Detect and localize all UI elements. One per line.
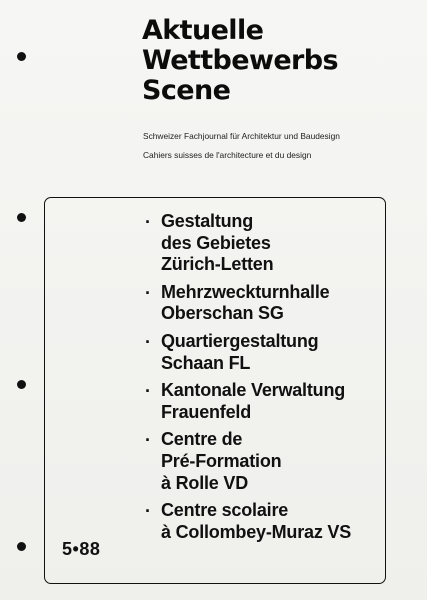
contents-item-line: Centre scolaire [161, 500, 289, 521]
contents-item-line: Centre de [161, 429, 243, 450]
contents-item-line: Gestaltung [161, 211, 254, 231]
contents-item-line: Oberschan SG [161, 303, 284, 324]
bullet-mark: · [145, 381, 151, 402]
binder-hole [17, 380, 26, 389]
issue-number: 5•88 [62, 539, 101, 559]
title-line-1: Aktuelle [142, 15, 264, 46]
bullet-mark: · [145, 331, 151, 352]
contents-item-line: à Collombey-Muraz VS [161, 521, 352, 542]
contents-item [145, 211, 351, 276]
contents-item [145, 282, 351, 325]
binder-hole [17, 52, 26, 61]
contents-item-line: Pré-Formation [161, 450, 282, 471]
binder-hole [17, 542, 26, 551]
contents-item-line: Kantonale Verwaltung [161, 380, 346, 401]
subtitle-german: Schweizer Fachjournal für Architektur und Baudesign [143, 131, 340, 141]
contents-item-line: Schaan FL [161, 352, 251, 373]
contents-item [145, 500, 351, 543]
binder-hole [17, 213, 26, 222]
contents-item-line: Quartiergestaltung [161, 330, 319, 351]
masthead-title [142, 16, 417, 106]
bullet-mark: · [145, 212, 151, 232]
contents-item-line: des Gebietes [161, 232, 271, 253]
title-line-2: Wettbewerbs [142, 45, 338, 76]
bullet-mark: · [145, 282, 151, 303]
contents-item-line: Zürich-Letten [161, 254, 274, 275]
contents-list [145, 211, 351, 549]
bullet-mark: · [145, 430, 151, 451]
bullet-mark: · [145, 501, 151, 522]
subtitle-french: Cahiers suisses de l'architecture et du design [143, 150, 312, 160]
contents-item-line: Frauenfeld [161, 401, 252, 422]
contents-item-line: Mehrzweckturnhalle [161, 281, 330, 302]
contents-item [145, 331, 351, 374]
contents-item [145, 380, 351, 423]
contents-item [145, 429, 351, 494]
contents-item-line: à Rolle VD [161, 472, 249, 493]
title-line-3: Scene [142, 75, 231, 106]
